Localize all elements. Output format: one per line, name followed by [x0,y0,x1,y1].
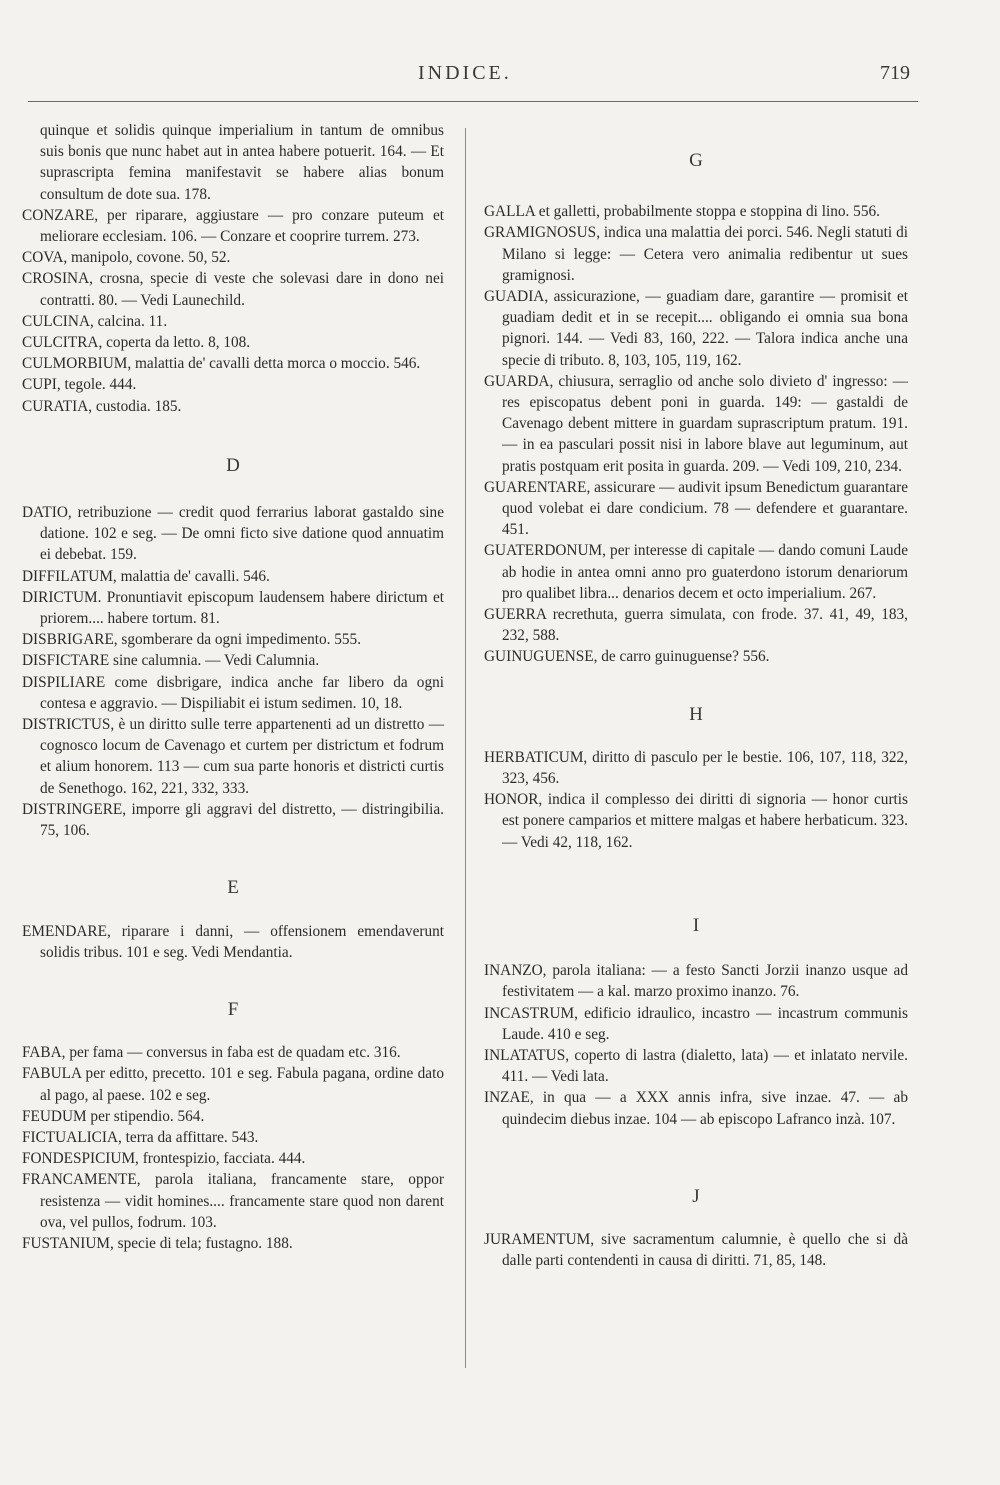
continuation-paragraph: quinque et solidis quinque imperialium in tantum de omnibus suis bonis que nunc habet aut in antea habere potuerit. 164. — Et suprascripta femina manifestavit se habere alias bonum consultum de dote sua. 178. [40,122,444,203]
running-head-title: INDICE. [418,62,512,84]
index-entry: FEUDUM per stipendio. 564. [22,1107,205,1125]
index-entry: GALLA et galletti, probabilmente stoppa e stoppina di lino. 556. [484,203,880,221]
index-entry: CONZARE, per riparare, aggiustare — pro conzare puteum et meliorare ecclesiam. 106. — Conzare et cooprire turrem. 273. [22,206,444,246]
running-head [0,62,1000,92]
index-entry: INANZO, parola italiana: — a festo Sancti Jorzii inanzo usque ad festivitatem — a kal. marzo proximo inanzo. 76. [484,962,908,1001]
index-entry: FRANCAMENTE, parola italiana, francamente stare, oppor resistenza — vidit homines.... francamente stare quod non darent ova, vel pullos, fodrum. 103. [22,1171,444,1231]
index-entry: CULMORBIUM, malattia de' cavalli detta morca o moccio. 546. [22,355,421,373]
section-letter-h: H [689,703,703,725]
index-entry: DISPILIARE come disbrigare, indica anche far libero da ogni contesa e aggravio. — Dispiliabit ei istum sedimen. 10, 18. [22,673,444,712]
index-entry: COVA, manipolo, covone. 50, 52. [22,249,231,267]
index-entry: FONDESPICIUM, frontespizio, facciata. 444. [22,1150,306,1168]
column-divider [465,128,466,1368]
index-entry: GRAMIGNOSUS, indica una malattia dei porci. 546. Negli statuti di Milano si legge: — Cetera vero animalia redibentur ut sues gramignosi. [484,224,908,284]
index-entry: DISTRICTUS, è un diritto sulle terre appartenenti ad un distretto — cognosco locum de Cavenago et curtem per districtum et fodrum et alium honorem. 113 — cum sua parte honoris et districti curtis de Senethogo. 162, 221, 332, 333. [22,716,444,797]
index-entry: CULCINA, calcina. 11. [22,312,168,330]
index-entry: INLATATUS, coperto di lastra (dialetto, lata) — et inlatato nervile. 411. — Vedi lata. [484,1046,908,1086]
index-entry: CROSINA, crosna, specie di veste che solevasi dare in dono nei contratti. 80. — Vedi Launechild. [22,270,444,309]
section-letter-j: J [692,1185,700,1207]
section-letter-f: F [227,998,239,1020]
index-entry: INZAE, in qua — a XXX annis infra, sive inzae. 47. — ab quindecim diebus inzae. 104 — ab episcopo Lafranco inzà. 107. [484,1089,908,1128]
section-letter-i: I [692,914,700,936]
index-entry: FUSTANIUM, specie di tela; fustagno. 188. [22,1234,293,1252]
header-rule [28,101,918,102]
index-entry: GUERRA recrethuta, guerra simulata, con frode. 37. 41, 49, 183, 232, 588. [484,606,908,645]
index-entry: FABA, per fama — conversus in faba est de quadam etc. 316. [22,1044,401,1062]
index-entry: FICTUALICIA, terra da affittare. 543. [22,1128,259,1146]
index-entry: HONOR, indica il complesso dei diritti di signoria — honor curtis est ponere camparios et mittere malgas et habere herbaticum. 323. — Vedi 42, 118, 162. [484,791,908,851]
index-entry: CURATIA, custodia. 185. [22,397,182,415]
index-entry: CUPI, tegole. 444. [22,376,137,394]
index-entry: FABULA per editto, precetto. 101 e seg. Fabula pagana, ordine dato al pago, al paese. 102 e seg. [22,1065,444,1104]
index-entry: CULCITRA, coperta da letto. 8, 108. [22,334,251,352]
left-column [22,120,444,1254]
index-entry: DISBRIGARE, sgomberare da ogni impedimento. 555. [22,631,362,649]
page-number: 719 [880,62,910,84]
index-entry: DISTRINGERE, imporre gli aggravi del distretto, — distringibilia. 75, 106. [22,800,444,840]
index-entry: GUARDA, chiusura, serraglio od anche solo divieto d' ingresso: — res episcopatus debent poni in guarda. 149: — gastaldi de Cavenago debent mittere in guardam suprascriptum pratum. 191. — in ea pasculari possit nisi in labore blave aut leguminum, aut pratis postquam erit posita in guarda. 209. — Vedi 109, 210, 234. [484,372,908,475]
index-entry: DIFFILATUM, malattia de' cavalli. 546. [22,567,270,585]
index-entry: HERBATICUM, diritto di pasculo per le bestie. 106, 107, 118, 322, 323, 456. [484,748,908,788]
index-entry: INCASTRUM, edificio idraulico, incastro — incastrum communis Laude. 410 e seg. [484,1004,908,1043]
index-entry: EMENDARE, riparare i danni, — offensionem emendaverunt solidis tribus. 101 e seg. Vedi Mendantia. [22,922,444,961]
index-entry: DIRICTUM. Pronuntiavit episcopum laudensem habere dirictum et priorem.... habere tortum. 81. [22,588,444,628]
right-column [484,120,908,1271]
index-entry: DISFICTARE sine calumnia. — Vedi Calumnia. [22,652,320,670]
index-entry: GUADIA, assicurazione, — guadiam dare, garantire — promisit et guadiam dedit et in se recepit.... obligando ei omnia sua bona pignori. 144. — Vedi 83, 160, 222. — Talora indica anche una specie di tributo. 8, 103, 105, 119, 162. [484,288,908,369]
index-entry: DATIO, retribuzione — credit quod ferrarius laborat gastaldo sine datione. 102 e seg. — De omni ficto sive datione quod annuatim ei debebat. 159. [22,504,444,564]
index-entry: GUINUGUENSE, de carro guinuguense? 556. [484,648,770,666]
index-entry: GUATERDONUM, per interesse di capitale — dando comuni Laude ab hodie in antea omni anno pro guaterdono istorum denariorum pro qualibet libra... denarios decem et octo imperialium. 267. [484,542,908,602]
section-letter-g: G [689,150,703,171]
index-entry: GUARENTARE, assicurare — audivit ipsum Benedictum guarantare quod volebat ei dare condicium. 78 — defendere et guarantare. 451. [484,478,909,539]
index-entry: JURAMENTUM, sive sacramentum calumnie, è quello che si dà dalle parti contendenti in causa di diritti. 71, 85, 148. [484,1230,908,1270]
section-letter-e: E [227,877,239,899]
section-letter-d: D [226,454,240,476]
